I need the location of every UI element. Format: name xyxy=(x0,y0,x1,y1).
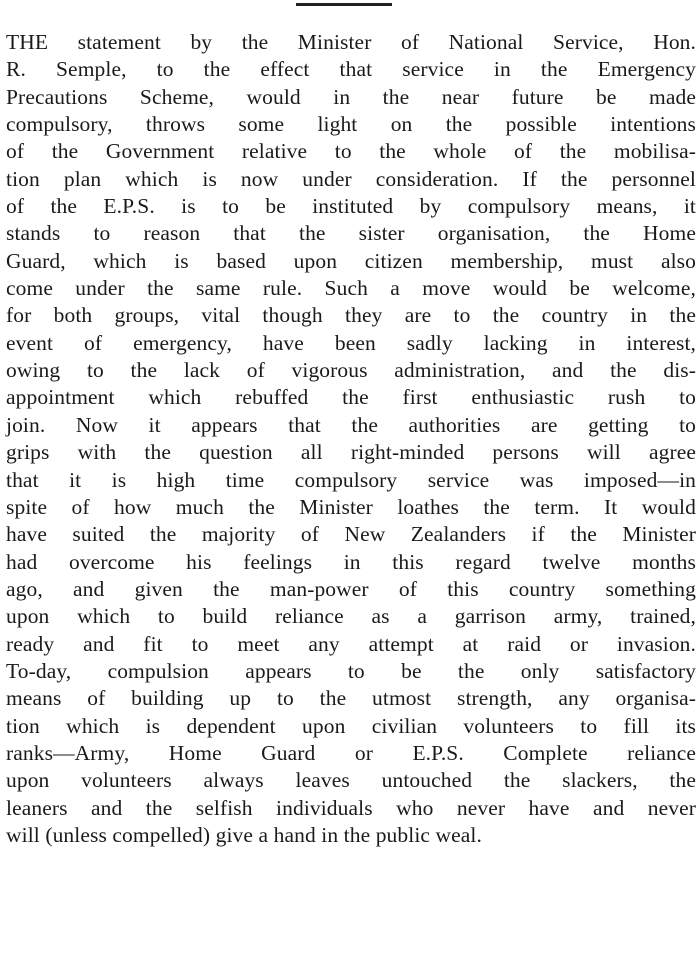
article-line: Precautions Scheme, would in the near future be made xyxy=(6,84,696,109)
article-line: come under the same rule. Such a move would be welcome, xyxy=(6,276,696,301)
article-line: To-day, compulsion appears to be the only satisfactory xyxy=(6,658,696,683)
article-line: join. Now it appears that the authorities are getting to xyxy=(6,412,696,437)
article-line: of the Government relative to the whole of the mobilisa- xyxy=(6,139,696,164)
article-line: that it is high time compulsory service was imposed—in xyxy=(6,467,696,492)
article-line: Guard, which is based upon citizen membership, must also xyxy=(6,248,696,273)
article-body xyxy=(6,29,696,849)
article-line: THE statement by the Minister of National Service, Hon. xyxy=(6,30,696,54)
article-line: upon volunteers always leaves untouched the slackers, the xyxy=(6,768,696,793)
article-line: compulsory, throws some light on the possible intentions xyxy=(6,112,696,137)
article-line: appointment which rebuffed the first enthusiastic rush to xyxy=(6,385,696,410)
article-line: ranks—Army, Home Guard or E.P.S. Complete reliance xyxy=(6,740,696,765)
article-line: ready and fit to meet any attempt at raid or invasion. xyxy=(6,631,696,656)
article-line: grips with the question all right-minded persons will agree xyxy=(6,440,696,465)
article-line: means of building up to the utmost strength, any organisa- xyxy=(6,686,696,711)
article-line: tion plan which is now under consideration. If the personnel xyxy=(6,166,696,191)
article-line: for both groups, vital though they are to the country in the xyxy=(6,303,696,328)
article-line: event of emergency, have been sadly lacking in interest, xyxy=(6,330,696,355)
article-line: upon which to build reliance as a garrison army, trained, xyxy=(6,604,696,629)
article-line: tion which is dependent upon civilian volunteers to fill its xyxy=(6,713,696,738)
article-line: have suited the majority of New Zealanders if the Minister xyxy=(6,522,696,547)
article-line: stands to reason that the sister organisation, the Home xyxy=(6,221,696,246)
article-line: leaners and the selfish individuals who never have and never xyxy=(6,795,696,820)
article-line: spite of how much the Minister loathes the term. It would xyxy=(6,494,696,519)
header-rule xyxy=(296,3,392,6)
article-line: had overcome his feelings in this regard twelve months xyxy=(6,549,696,574)
article-line: R. Semple, to the effect that service in the Emergency xyxy=(6,57,696,82)
article-line: will (unless compelled) give a hand in the public weal. xyxy=(6,822,482,847)
article-line: of the E.P.S. is to be instituted by compulsory means, it xyxy=(6,194,696,219)
article-line: owing to the lack of vigorous administration, and the dis- xyxy=(6,358,696,383)
article-line: ago, and given the man-power of this country something xyxy=(6,576,696,601)
